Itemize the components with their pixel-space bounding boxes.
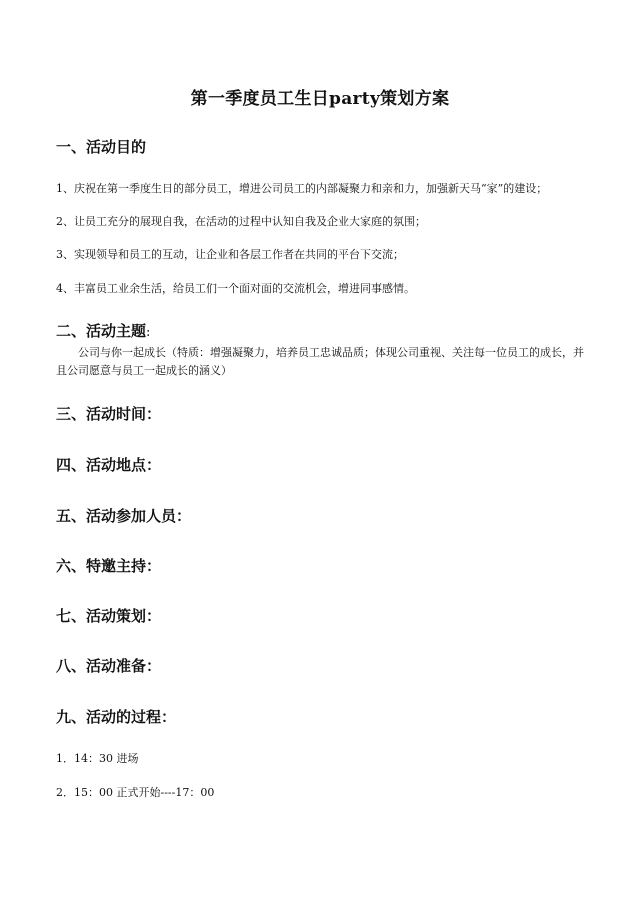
section-heading-theme [56,320,150,341]
process-item-2: 2．15：00 正式开始----17：00 [56,786,215,799]
purpose-item-2: 2、让员工充分的展现自我，在活动的过程中认知自我及企业大家庭的氛围； [56,215,426,228]
section-heading-participants: 五、活动参加人员： [56,507,192,525]
section-heading-planning: 七、活动策划： [56,607,162,625]
section-heading-host: 六、特邀主持： [56,557,162,575]
section-heading-time: 三、活动时间： [56,405,162,423]
theme-heading-colon: : [146,325,151,340]
document-title: 第一季度员工生日party策划方案 [190,89,450,109]
theme-paragraph: 公司与你一起成长（特质：增强凝聚力，培养员工忠诚品质；体现公司重视、关注每一位员工的成长，并且公司愿意与员工一起成长的涵义） [56,346,584,377]
process-item-1: 1．14：30 进场 [56,752,139,765]
section-heading-location: 四、活动地点： [56,456,162,474]
section-heading-process: 九、活动的过程： [56,708,177,726]
theme-heading-text: 二、活动主题 [56,322,147,340]
section-heading-purpose: 一、活动目的 [56,138,147,156]
section-heading-preparation: 八、活动准备： [56,657,162,675]
purpose-item-3: 3、实现领导和员工的互动，让企业和各层工作者在共同的平台下交流； [56,248,404,261]
purpose-item-4: 4、丰富员工业余生活，给员工们一个面对面的交流机会，增进同事感情。 [56,282,415,295]
purpose-item-1: 1、庆祝在第一季度生日的部分员工，增进公司员工的内部凝聚力和亲和力，加强新天马“家”的建设； [56,182,548,195]
